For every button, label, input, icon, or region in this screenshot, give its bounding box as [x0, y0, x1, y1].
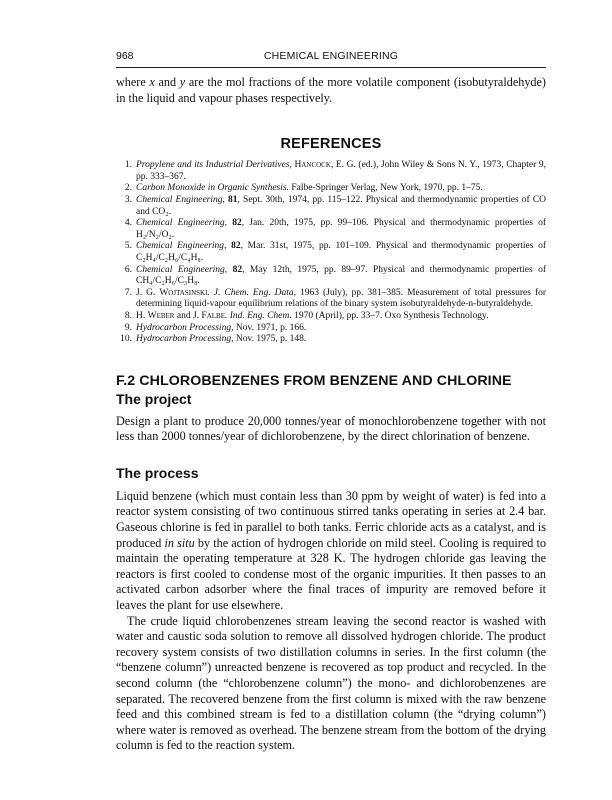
intro-paragraph: where x and y are the mol fractions of the more volatile component (isobutyraldehyde) in the liquid and vapour phases respectively.: [116, 75, 546, 105]
process-paragraph-1: Liquid benzene (which must contain less than 30 ppm by weight of water) is fed into a reactor system consisting of two continuous stirred tanks operating in series at 2.4 bar. Gaseous chlorine is fed in parallel to both tanks. Ferric chloride acts as a catalyst, and is produced in situ by the action of hydrogen chloride on mild steel. Cooling is required to maintain the operating temperature at 328 K. The hydrogen chloride gas leaving the reactors is first cooled to condense most of the organic impurities. It then passes to an activated carbon adsorber where the final traces of impurity are removed before it leaves the plant for use elsewhere.: [116, 488, 546, 613]
references-title: REFERENCES: [280, 136, 382, 153]
header-rule: [116, 67, 546, 68]
reference-item: 2. Carbon Monoxide in Organic Synthesis. Falbe-Springer Verlag, New York, 1970, pp. 1–75.: [124, 183, 483, 194]
project-heading: The project: [116, 390, 192, 407]
reference-item: 4. Chemical Engineering, 82, Jan. 20th, 1975, pp. 99–106. Physical and thermodynamic properties of H₂/N₂/O₂.: [124, 218, 547, 240]
process-paragraph-2: The crude liquid chlorobenzenes stream leaving the second reactor is washed with water and caustic soda solution to remove all dissolved hydrogen chloride. The product recovery system consists of two distillation columns in series. In the first column (the “benzene column”) unreacted benzene is recovered as top product and recycled. In the second column (the “chlorobenzene column”) the mono- and dichlorobenzenes are separated. The recovered benzene from the first column is mixed with the raw benzene feed and this combined stream is fed to a distillation column (the “drying column”) where water is removed as overhead. The benzene stream from the bottom of the drying column is fed to the reaction system.: [116, 613, 546, 753]
reference-item: 8. H. Weber and J. Falbe. Ind. Eng. Chem. 1970 (April), pp. 33–7. Oxo Synthesis Technology.: [124, 310, 489, 321]
reference-item: 1. Propylene and its Industrial Derivatives, Hancock, E. G. (ed.), John Wiley & Sons N. Y., 1973, Chapter 9, pp. 333–367.: [124, 160, 547, 182]
reference-item: 7. J. G. Wojtasinski. J. Chem. Eng. Data, 1963 (July), pp. 381–385. Measurement of total pressures for determining liquid-vapour equilibrium relations of the binary system isobutyraldehyde-n-butyraldehyde.: [124, 287, 547, 310]
process-heading: The process: [116, 464, 199, 481]
reference-item: 9. Hydrocarbon Processing, Nov. 1971, p. 166.: [124, 322, 307, 333]
references-list: [116, 160, 546, 346]
running-title: CHEMICAL ENGINEERING: [263, 50, 399, 62]
project-paragraph: Design a plant to produce 20,000 tonnes/year of monochlorobenzene together with not less than 2000 tonnes/year of dichlorobenzene, by the direct chlorination of benzene.: [116, 413, 546, 444]
reference-item: 10. Hydrocarbon Processing, Nov. 1975, p. 148.: [120, 334, 307, 345]
reference-item: 3. Chemical Engineering, 81, Sept. 30th, 1974, pp. 115–122. Physical and thermodynamic properties of CO and CO₂.: [124, 194, 547, 217]
page-number: 968: [116, 50, 134, 62]
section-title: F.2 CHLOROBENZENES FROM BENZENE AND CHLORINE: [116, 372, 512, 389]
reference-item: 6. Chemical Engineering, 82, May 12th, 1975, pp. 89–97. Physical and thermodynamic properties of CH₄/C₂H₆/C₃H₈.: [124, 264, 547, 287]
page: [116, 50, 546, 754]
reference-item: 5. Chemical Engineering, 82, Mar. 31st, 1975, pp. 101–109. Physical and thermodynamic properties of C₂H₄/C₂H₆/C₄H₈.: [124, 241, 547, 263]
running-header: [116, 50, 546, 66]
